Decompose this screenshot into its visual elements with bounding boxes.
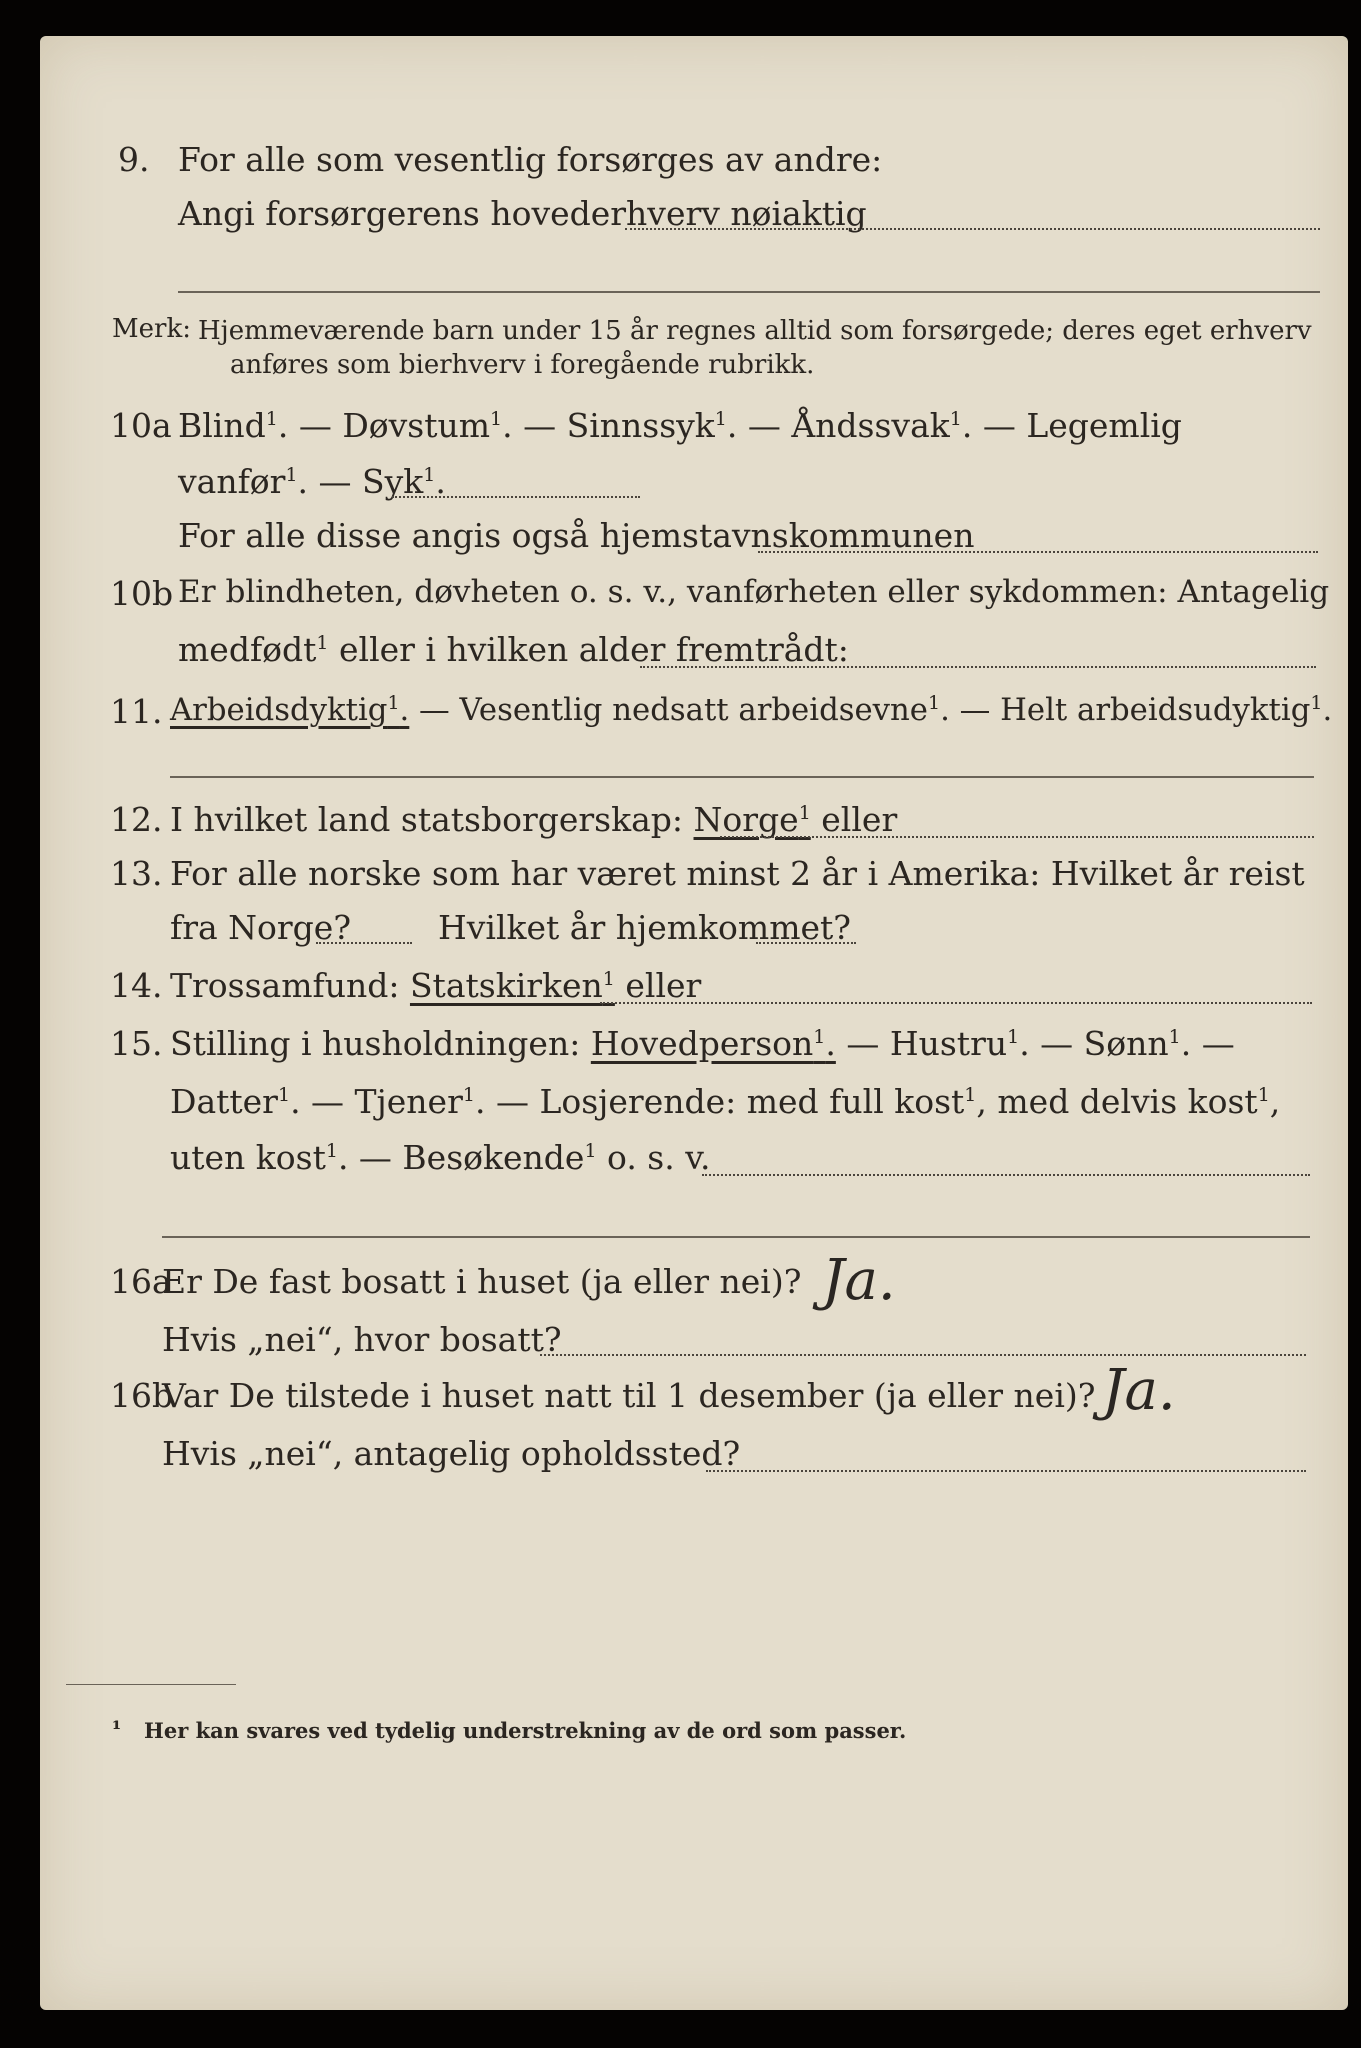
q13-line1: For alle norske som har været minst 2 år i Amerika: Hvilket år reist xyxy=(170,854,1305,893)
q9-line1: For alle som vesentlig forsørges av andre: xyxy=(178,140,883,179)
q16a-answer-line[interactable] xyxy=(540,1354,1306,1356)
q10a-answer-line[interactable] xyxy=(392,496,640,498)
q15-pre: Stilling i husholdningen: xyxy=(170,1024,591,1063)
footnote-superscript: 1 xyxy=(1168,1026,1181,1048)
q11-number: 11. xyxy=(110,692,163,731)
q16a-number: 16a xyxy=(110,1262,172,1301)
q9-answer-line-2[interactable] xyxy=(178,291,1320,293)
footnote-superscript: 1 xyxy=(423,464,436,486)
q11-answer-line[interactable] xyxy=(170,776,1314,778)
q16a-line1: Er De fast bosatt i huset (ja eller nei)? xyxy=(162,1262,802,1301)
q10b-line1: Er blindheten, døvheten o. s. v., vanførheten eller sykdommen: Antagelig xyxy=(178,574,1330,610)
q13-hjem-line[interactable] xyxy=(756,942,856,944)
footnote-superscript: 1 xyxy=(1007,1026,1020,1048)
q16b-handwritten-answer: Ja. xyxy=(1102,1358,1176,1423)
q11-rest: — Vesentlig nedsatt arbeidsevne$^1$. — Helt arbeidsudyktig$^1$. xyxy=(409,691,1333,728)
q14-line xyxy=(170,966,701,1005)
q12-answer-line[interactable] xyxy=(720,836,1314,838)
q9-line2: Angi forsørgerens hovederhverv nøiaktig xyxy=(178,194,867,233)
footnote-superscript: 1 xyxy=(1310,691,1323,714)
q15-post: — Hustru$^1$. — Sønn$^1$. — xyxy=(835,1024,1235,1063)
form-page xyxy=(40,36,1348,2010)
footnote-superscript: 1 xyxy=(949,408,962,430)
q10a-line3: For alle disse angis også hjemstavnskommunen xyxy=(178,516,975,555)
footnote-superscript: 1 xyxy=(964,1084,977,1106)
q11-underlined: Arbeidsdyktig$^1$. xyxy=(170,691,410,728)
footnote-superscript: 1 xyxy=(325,1140,338,1162)
q14-underlined: Statskirken$^1$ xyxy=(409,966,615,1005)
q16a-line2: Hvis „nei“, hvor bosatt? xyxy=(162,1320,562,1359)
q12-line xyxy=(170,800,897,839)
q15-answer-line[interactable] xyxy=(702,1174,1310,1176)
q10a-line2: vanfør$^1$. — Syk$^1$. xyxy=(178,462,446,501)
q10b-answer-line[interactable] xyxy=(640,666,1316,668)
footnote-superscript: 1 xyxy=(490,408,503,430)
q12-post: eller xyxy=(810,800,898,839)
q11-line xyxy=(170,692,1332,728)
footnote-superscript: 1 xyxy=(387,691,400,714)
q15-line2: Datter$^1$. — Tjener$^1$. — Losjerende: med full kost$^1$, med delvis kost$^1$, xyxy=(170,1082,1281,1121)
footnote-rule xyxy=(66,1684,236,1685)
q14-answer-line[interactable] xyxy=(600,1002,1312,1004)
q13-number: 13. xyxy=(110,854,163,893)
footnote-superscript: 1 xyxy=(462,1084,475,1106)
q16b-line1: Var De tilstede i huset natt til 1 desember (ja eller nei)? xyxy=(162,1376,1096,1415)
q9-number: 9. xyxy=(118,140,150,179)
merk-label: Merk: xyxy=(112,314,191,344)
q9-answer-line[interactable] xyxy=(625,228,1320,230)
footnote-superscript: 1 xyxy=(1257,1084,1270,1106)
q14-number: 14. xyxy=(110,966,163,1005)
q14-pre: Trossamfund: xyxy=(170,966,410,1005)
footnote-superscript: 1 xyxy=(928,691,941,714)
footnote-superscript: 1 xyxy=(798,802,811,824)
footnote-mark: ¹ xyxy=(112,1716,122,1741)
footnote-superscript: 1 xyxy=(602,968,615,990)
census-form xyxy=(40,36,1348,2010)
footnote-superscript: 1 xyxy=(277,1084,291,1106)
q16a-handwritten-answer: Ja. xyxy=(822,1248,896,1313)
merk-line2: anføres som bierhverv i foregående rubrikk. xyxy=(230,350,815,380)
footnote-superscript: 1 xyxy=(813,1026,826,1048)
q12-pre: I hvilket land statsborgerskap: xyxy=(170,800,694,839)
q16b-answer-line[interactable] xyxy=(706,1470,1306,1472)
footnote-superscript: 1 xyxy=(316,632,329,654)
q13-reist-line[interactable] xyxy=(316,942,412,944)
q15-answer-line-2[interactable] xyxy=(162,1236,1310,1238)
q15-line3: uten kost$^1$. — Besøkende$^1$ o. s. v. xyxy=(170,1138,711,1177)
q16b-number: 16b xyxy=(110,1376,174,1415)
q13-line2a: fra Norge? xyxy=(170,908,352,947)
q15-underlined: Hovedperson$^1$. xyxy=(590,1024,836,1063)
footnote-superscript: 1 xyxy=(584,1140,597,1162)
q13-line2b: Hvilket år hjemkommet? xyxy=(438,908,851,947)
footnote-superscript: 1 xyxy=(265,408,278,430)
q10b-line2: medfødt$^1$ eller i hvilken alder fremtrådt: xyxy=(178,630,849,669)
q15-number: 15. xyxy=(110,1024,163,1063)
q14-post: eller xyxy=(614,966,702,1005)
q10a-number: 10a xyxy=(110,406,172,445)
q12-number: 12. xyxy=(110,800,163,839)
q16b-line2: Hvis „nei“, antagelig opholdssted? xyxy=(162,1434,741,1473)
footnote-superscript: 1 xyxy=(285,464,298,486)
q15-line1 xyxy=(170,1024,1235,1063)
merk-line1: Hjemmeværende barn under 15 år regnes alltid som forsørgede; deres eget erhverv xyxy=(198,316,1312,346)
q12-underlined: Norge$^1$ xyxy=(693,800,811,839)
footnote-text: Her kan svares ved tydelig understrekning av de ord som passer. xyxy=(144,1718,907,1743)
q10b-number: 10b xyxy=(110,574,174,613)
q10a-home-line[interactable] xyxy=(758,551,1318,553)
q10a-line1: Blind$^1$. — Døvstum$^1$. — Sinnssyk$^1$. — Åndssvak$^1$. — Legemlig xyxy=(178,406,1182,445)
footnote-superscript: 1 xyxy=(714,408,727,430)
